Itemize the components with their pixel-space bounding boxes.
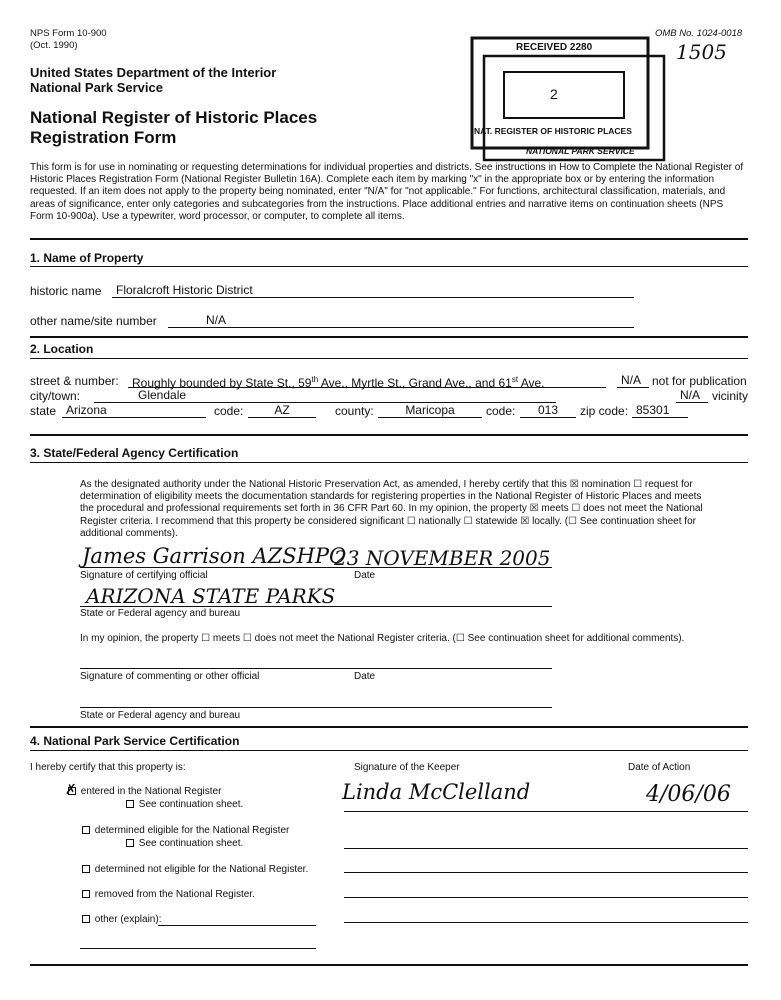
checkbox[interactable] bbox=[126, 839, 134, 847]
removed-label: removed from the National Register. bbox=[94, 889, 255, 900]
stamp-number: 2 bbox=[550, 86, 558, 102]
commenting-date-label: Date bbox=[354, 671, 376, 682]
divider bbox=[30, 266, 748, 267]
other-option[interactable] bbox=[80, 914, 161, 925]
signature-line bbox=[80, 567, 552, 568]
commenting-signature-label: Signature of commenting or other official bbox=[80, 671, 260, 682]
county-code-field[interactable]: 013 bbox=[520, 403, 576, 418]
other-name-field[interactable]: N/A bbox=[168, 313, 634, 328]
certifying-signature: James Garrison AZSHPO bbox=[82, 544, 347, 568]
state-code-field[interactable]: AZ bbox=[248, 403, 316, 418]
section2-heading: 2. Location bbox=[30, 342, 94, 356]
keeper-signature: Linda McClelland bbox=[342, 780, 531, 804]
county-field[interactable]: Maricopa bbox=[378, 403, 482, 418]
keeper-line-3 bbox=[344, 872, 748, 873]
certifying-date: 23 NOVEMBER 2005 bbox=[334, 546, 551, 570]
city-label: city/town: bbox=[30, 389, 81, 403]
other-explain-line[interactable] bbox=[158, 925, 316, 926]
not-eligible-label: determined not eligible for the National Register. bbox=[94, 864, 309, 875]
department: United States Department of the Interior bbox=[30, 65, 277, 80]
section4-heading: 4. National Park Service Certification bbox=[30, 734, 240, 748]
vicinity-field[interactable]: N/A bbox=[676, 388, 708, 403]
eligible-label: determined eligible for the National Register bbox=[94, 825, 290, 836]
eligible-continuation-label: See continuation sheet. bbox=[138, 838, 244, 849]
divider bbox=[30, 462, 748, 463]
not-for-publication-label: not for publication bbox=[652, 374, 747, 388]
agency2-line bbox=[80, 707, 552, 708]
stamp-register: NAT. REGISTER OF HISTORIC PLACES bbox=[474, 126, 632, 136]
stamp-service: NATIONAL PARK SERVICE bbox=[526, 146, 635, 156]
other-name-label: other name/site number bbox=[30, 314, 157, 328]
zip-field[interactable]: 85301 bbox=[632, 403, 688, 418]
state-code-label: code: bbox=[214, 404, 244, 418]
divider bbox=[30, 358, 748, 359]
eligible-continuation[interactable] bbox=[124, 838, 243, 849]
entered-continuation-label: See continuation sheet. bbox=[138, 799, 244, 810]
form-title-line2: Registration Form bbox=[30, 128, 177, 147]
commenting-line bbox=[80, 668, 552, 669]
agency-line bbox=[80, 606, 552, 607]
certifying-date-label: Date bbox=[354, 570, 376, 581]
other-explain-line-2[interactable] bbox=[80, 948, 316, 949]
street-label: street & number: bbox=[30, 374, 119, 388]
city-field[interactable]: Glendale bbox=[94, 388, 556, 403]
removed-option[interactable] bbox=[80, 889, 255, 900]
certifying-signature-label: Signature of certifying official bbox=[80, 570, 208, 581]
form-date: (Oct. 1990) bbox=[30, 40, 78, 51]
checkbox[interactable] bbox=[126, 800, 134, 808]
state-label: state bbox=[30, 404, 57, 418]
vicinity-label: vicinity bbox=[712, 389, 749, 403]
stamp-received: RECEIVED 2280 bbox=[516, 42, 593, 53]
divider bbox=[30, 434, 748, 436]
divider bbox=[30, 238, 748, 240]
checkbox[interactable] bbox=[82, 826, 90, 834]
agency-label: State or Federal agency and bureau bbox=[80, 608, 241, 619]
checkbox[interactable] bbox=[82, 865, 90, 873]
form-title-line1: National Register of Historic Places bbox=[30, 108, 318, 127]
section3-heading: 3. State/Federal Agency Certification bbox=[30, 446, 239, 460]
keeper-line-1 bbox=[344, 811, 748, 812]
check-mark-icon: ✗ bbox=[65, 781, 77, 797]
eligible-option[interactable] bbox=[80, 825, 289, 836]
not-eligible-option[interactable] bbox=[80, 864, 308, 875]
entered-option[interactable] bbox=[65, 781, 222, 797]
entered-continuation[interactable] bbox=[124, 799, 243, 810]
divider bbox=[30, 336, 748, 338]
handwritten-number: 1505 bbox=[676, 40, 727, 64]
intro-paragraph: This form is for use in nominating or requesting determinations for individual properties and districts. See instructions in How to Complete the National Register of Historic Places Registration Form (National Register Bulletin 16A). Complete each item by marking "x" in the appropriate box or by entering the information requested. If an item does not apply to the property being nominated, enter "N/A" for "not applicable." For functions, architectural classification, materials, and areas of significance, enter only categories and subcategories from the instructions. Place additional entries and narrative items on continuation sheets (NPS Form 10-900a). Use a typewriter, word processor, or computer, to complete all items. bbox=[30, 162, 744, 222]
agency-handwritten: ARIZONA STATE PARKS bbox=[86, 584, 336, 608]
action-date: 4/06/06 bbox=[646, 782, 731, 807]
agency2-label: State or Federal agency and bureau bbox=[80, 710, 241, 721]
form-number: NPS Form 10-900 bbox=[30, 28, 107, 39]
certify-text: I hereby certify that this property is: bbox=[30, 762, 186, 773]
checkbox[interactable] bbox=[82, 915, 90, 923]
historic-name-field[interactable]: Floralcroft Historic District bbox=[112, 283, 634, 298]
historic-name-label: historic name bbox=[30, 284, 102, 298]
keeper-line-4 bbox=[344, 897, 748, 898]
opinion-text: In my opinion, the property ☐ meets ☐ does not meet the National Register criteria. (☐ See continuation sheet for additional comments). bbox=[80, 633, 685, 644]
checkbox[interactable] bbox=[82, 890, 90, 898]
certification-paragraph: As the designated authority under the National Historic Preservation Act, as amended, I hereby certify that this ☒ nomination ☐ request for determination of eligibility meets the documentation standards for registering properties in the National Register of Historic Places and meets the procedural and professional requirements set forth in 36 CFR Part 60. In my opinion, the property ☒ meets ☐ does not meet the National Register criteria. I recommend that this property be considered significant ☐ nationally ☐ statewide ☒ locally. (☐ See continuation sheet for additional comments). bbox=[80, 479, 703, 539]
action-date-label: Date of Action bbox=[628, 762, 691, 773]
zip-label: zip code: bbox=[580, 404, 629, 418]
received-stamp bbox=[470, 34, 670, 162]
county-code-label: code: bbox=[486, 404, 516, 418]
state-field[interactable]: Arizona bbox=[62, 403, 206, 418]
divider bbox=[30, 964, 748, 966]
keeper-line-5 bbox=[344, 922, 748, 923]
divider bbox=[30, 726, 748, 728]
keeper-label: Signature of the Keeper bbox=[354, 762, 460, 773]
entered-label: entered in the National Register bbox=[80, 786, 222, 797]
street-field[interactable]: Roughly bounded by State St., 59th Ave., Myrtle St., Grand Ave., and 61st Ave. bbox=[128, 373, 606, 388]
keeper-line-2 bbox=[344, 848, 748, 849]
checkbox-checked[interactable] bbox=[65, 781, 77, 797]
other-label: other (explain): bbox=[94, 914, 162, 925]
section1-heading: 1. Name of Property bbox=[30, 251, 144, 265]
county-label: county: bbox=[335, 404, 374, 418]
omb-number: OMB No. 1024-0018 bbox=[655, 28, 743, 39]
not-for-publication-field[interactable]: N/A bbox=[617, 373, 649, 388]
divider bbox=[30, 750, 748, 751]
service: National Park Service bbox=[30, 80, 163, 95]
